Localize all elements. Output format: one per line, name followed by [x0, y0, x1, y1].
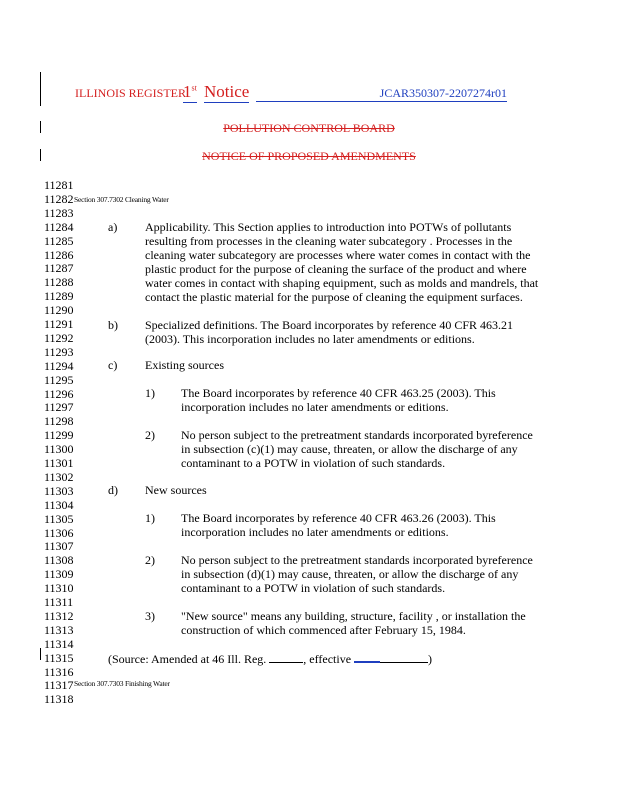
- line-number: 11283: [44, 205, 74, 220]
- subsection-label: a): [108, 220, 118, 234]
- jcar-id: JCAR350307-2207274r01: [256, 86, 507, 102]
- reg-blank: [269, 651, 303, 663]
- date-blank: [354, 651, 428, 663]
- line-number: 11296: [44, 386, 74, 401]
- line-number: 11309: [44, 567, 74, 582]
- line-number: 11299: [44, 428, 74, 443]
- line-number: 11310: [44, 581, 74, 596]
- change-bar: [40, 648, 41, 660]
- line-number: 11300: [44, 442, 74, 457]
- line-number: 11301: [44, 456, 74, 470]
- line-number: 11312: [44, 608, 74, 623]
- item-d2-text: No person subject to the pretreatment standards incorporated byreference in subsection (d)(1) may cause, threaten, or allow the discharge of any contaminant to a POTW in violation of such standards.: [181, 553, 533, 595]
- item-c2-text: No person subject to the pretreatment standards incorporated byreference in subsection (c)(1) may cause, threaten, or allow the discharge of any contaminant to a POTW in violation of such standards.: [181, 428, 533, 470]
- item-label: 3): [145, 609, 155, 623]
- line-number: 11311: [44, 595, 74, 609]
- line-number: 11293: [44, 344, 74, 359]
- line-number: 11288: [44, 275, 74, 290]
- change-bar: [40, 72, 41, 106]
- item-label: 2): [145, 553, 155, 567]
- line-number: 11304: [44, 497, 74, 512]
- line-number: 11282: [44, 191, 74, 206]
- page-number: 1st: [183, 82, 197, 101]
- line-number: 11307: [44, 539, 74, 554]
- line-number: 11314: [44, 636, 74, 651]
- item-label: 1): [145, 386, 155, 400]
- line-number: 11290: [44, 303, 74, 318]
- notice-type-heading: NOTICE OF PROPOSED AMENDMENTS: [202, 149, 416, 163]
- source-note: (Source: Amended at 46 Ill. Reg. , effective ): [108, 652, 433, 666]
- line-number: 11285: [44, 233, 74, 248]
- line-number: 11297: [44, 400, 74, 415]
- line-number: 11289: [44, 289, 74, 304]
- line-number: 11306: [44, 525, 74, 540]
- item-d1-text: The Board incorporates by reference 40 CFR 463.26 (2003). This incorporation includes no later amendments or editions.: [181, 511, 496, 539]
- line-number: 11302: [44, 469, 74, 484]
- line-number: 11294: [44, 358, 74, 373]
- item-c1-text: The Board incorporates by reference 40 CFR 463.25 (2003). This incorporation includes no later amendments or editions.: [181, 386, 496, 414]
- subsection-a-text: Applicability. This Section applies to introduction into POTWs of pollutants resulting from processes in the cleaning water subcategory . Processes in the cleaning water subcategory are processes where water comes in contact with the plastic product for the purpose of cleaning the surface of the product and where water comes in contact with shaping equipment, such as molds and mandrels, that contact the plastic material for the purpose of cleaning the equipment surfaces.: [145, 220, 539, 304]
- subsection-heading: Existing sources: [145, 358, 224, 372]
- item-d3-text: "New source" means any building, structure, facility , or installation the construction of which commenced after February 15, 1984.: [181, 609, 526, 637]
- subsection-heading: New sources: [145, 483, 207, 497]
- line-number: 11308: [44, 553, 74, 568]
- line-number: 11316: [44, 664, 74, 679]
- line-number: 11313: [44, 622, 74, 637]
- line-number: 11298: [44, 414, 74, 429]
- subsection-label: c): [108, 358, 118, 372]
- subsection-label: d): [108, 483, 118, 497]
- section-heading: Section 307.7302 Cleaning Water: [74, 195, 169, 204]
- item-label: 2): [145, 428, 155, 442]
- line-number: 11303: [44, 483, 74, 498]
- notice-word: Notice: [204, 82, 250, 101]
- line-number: 11295: [44, 372, 74, 387]
- line-number: 11284: [44, 219, 74, 234]
- line-number: 11281: [44, 178, 74, 192]
- line-number: 11292: [44, 330, 74, 345]
- line-number: 11291: [44, 317, 74, 331]
- section-heading: Section 307.7303 Finishing Water: [74, 679, 170, 688]
- line-number: 11287: [44, 261, 74, 276]
- line-number: 11305: [44, 511, 74, 526]
- subsection-b-text: Specialized definitions. The Board incorporates by reference 40 CFR 463.21 (2003). This incorporation includes no later amendments or editions.: [145, 318, 514, 346]
- item-label: 1): [145, 511, 155, 525]
- agency-heading: POLLUTION CONTROL BOARD: [223, 121, 395, 135]
- subsection-label: b): [108, 318, 118, 332]
- line-number: 11317: [44, 678, 74, 693]
- line-number: 11318: [44, 692, 74, 707]
- line-number: 11315: [44, 650, 74, 665]
- register-title: ILLINOIS REGISTER: [75, 86, 186, 100]
- line-number: 11286: [44, 247, 74, 262]
